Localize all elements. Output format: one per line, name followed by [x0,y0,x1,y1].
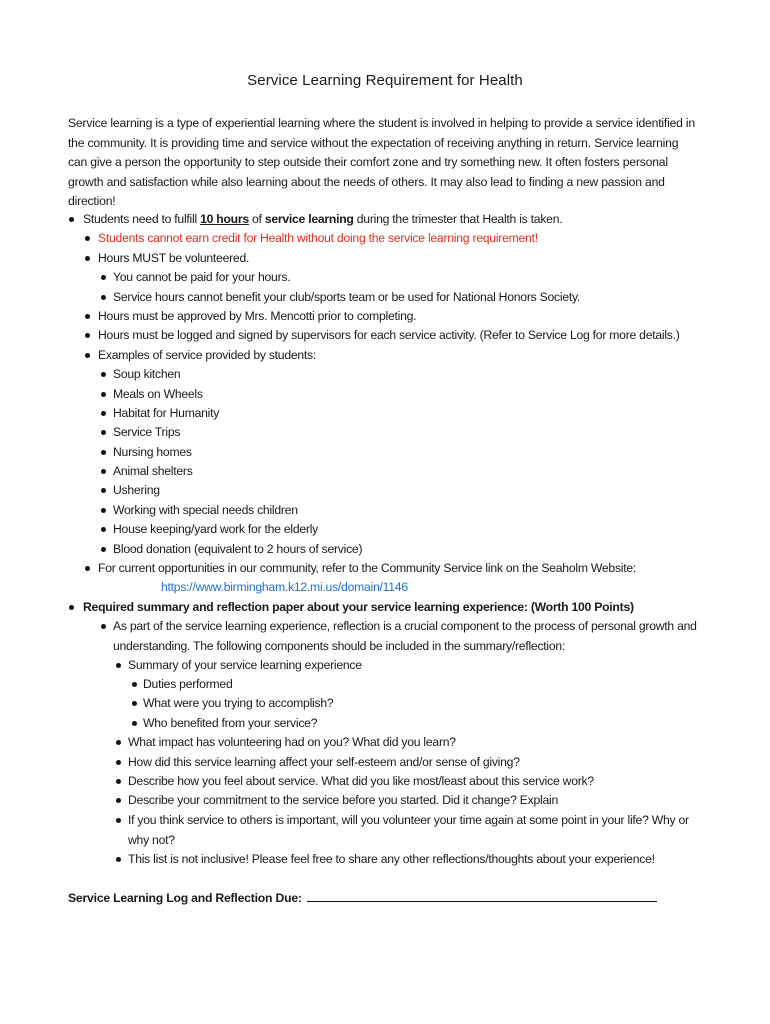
bullet-dot [69,605,74,610]
example-item: Nursing homes [113,445,192,459]
bullet-dot [101,450,106,455]
list-item: Describe your commitment to the service before you started. Did it change? Explain [128,793,558,807]
requirement-service: service learning [264,212,354,226]
bullet-dot [101,547,106,552]
bullet-dot [101,527,106,532]
bullet-dot [116,663,121,668]
example-item: Working with special needs children [113,503,298,517]
bullet-dot [132,721,137,726]
example-item: Ushering [113,483,160,497]
list-item: How did this service learning affect your self-esteem and/or sense of giving? [128,755,520,769]
due-date-blank[interactable] [307,889,657,902]
bullet-dot [116,740,121,745]
bullet-dot [101,508,106,513]
due-date-label: Service Learning Log and Reflection Due: [68,891,305,905]
example-item: House keeping/yard work for the elderly [113,522,318,536]
list-item: Service hours cannot benefit your club/sports team or be used for National Honors Society. [113,290,581,304]
bullet-dot [85,256,90,261]
bullet-dot [85,353,90,358]
page-title: Service Learning Requirement for Health [247,72,523,89]
bullet-dot [101,469,106,474]
bullet-dot [132,682,137,687]
bullet-dot [85,566,90,571]
list-item: What impact has volunteering had on you? What did you learn? [128,735,456,749]
no-credit-warning: Students cannot earn credit for Health without doing the service learning requirement! [98,231,538,245]
requirement-mid: of [248,212,265,226]
reflection-intro: As part of the service learning experience, reflection is a crucial component to the process of personal growth and understanding. The following components should be included in the summary/reflection: [113,619,697,653]
bullet-dot [101,488,106,493]
bullet-dot [85,314,90,319]
list-item: Hours must be approved by Mrs. Mencotti prior to completing. [98,309,417,323]
bullet-dot [101,430,106,435]
bullet-dot [101,392,106,397]
example-item: Meals on Wheels [113,387,203,401]
bullet-dot [85,236,90,241]
example-item: Blood donation (equivalent to 2 hours of service) [113,542,363,556]
list-item: This list is not inclusive! Please feel free to share any other reflections/thoughts about your experience! [128,852,655,866]
bullet-dot [116,779,121,784]
list-item: Hours MUST be volunteered. [98,251,250,265]
example-item: Habitat for Humanity [113,406,220,420]
list-item: If you think service to others is important, will you volunteer your time again at some point in your life? Why or why not? [128,813,689,847]
requirement-pre: Students need to fulfill [83,212,201,226]
list-item: What were you trying to accomplish? [143,696,334,710]
requirement-post: during the trimester that Health is taken. [353,212,563,226]
example-item: Animal shelters [113,464,193,478]
summary-heading: Required summary and reflection paper about your service learning experience: (Worth 100 Points) [83,600,634,614]
bullet-dot [116,760,121,765]
list-item: Summary of your service learning experience [128,658,362,672]
bullet-dot [116,798,121,803]
list-item: You cannot be paid for your hours. [113,270,291,284]
requirement-line [83,210,562,230]
example-item: Service Trips [113,425,181,439]
list-item: For current opportunities in our community, refer to the Community Service link on the Seaholm Website: [98,561,637,575]
list-item: Hours must be logged and signed by supervisors for each service activity. (Refer to Service Log for more details.) [98,328,680,342]
bullet-dot [101,411,106,416]
bullet-dot [101,275,106,280]
example-item: Soup kitchen [113,367,181,381]
bullet-dot [69,217,74,222]
intro-paragraph: Service learning is a type of experiential learning where the student is involved in helping to provide a service identified in the community. It is providing time and service without the expectation of receiving anything in return. Service learning can give a person the opportunity to step outside their comfort zone and try something new. It often fosters personal growth and satisfaction while also learning about the needs of others. It may also lead to finding a new passion and direction! [68,116,696,208]
list-item: Who benefited from your service? [143,716,318,730]
bullet-dot [101,295,106,300]
list-item: Duties performed [143,677,233,691]
bullet-dot [101,372,106,377]
due-date-line [68,889,657,905]
bullet-dot [116,818,121,823]
requirement-hours: 10 hours [200,212,249,226]
list-item: Examples of service provided by students: [98,348,317,362]
bullet-dot [85,333,90,338]
bullet-dot [116,857,121,862]
seaholm-website-link[interactable]: https://www.birmingham.k12.mi.us/domain/1146 [161,580,408,594]
list-item: Describe how you feel about service. What did you like most/least about this service work? [128,774,594,788]
bullet-dot [132,701,137,706]
bullet-dot [101,624,106,629]
